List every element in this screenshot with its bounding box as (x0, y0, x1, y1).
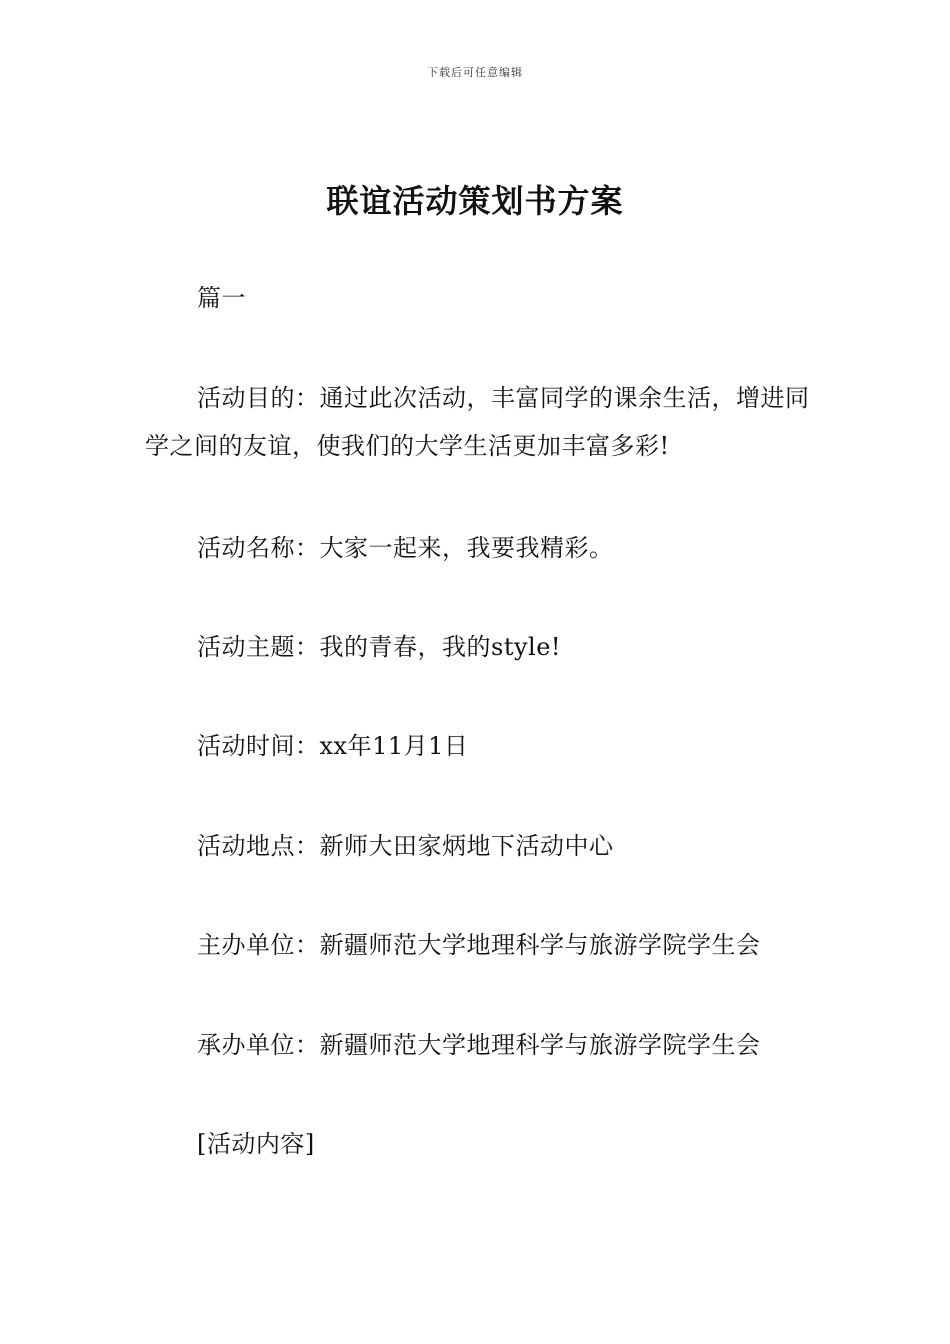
paragraph-section-label: 篇一 (197, 284, 246, 312)
paragraph-activity-name: 活动名称：大家一起来，我要我精彩。 (197, 534, 614, 562)
document-title: 联谊活动策划书方案 (326, 182, 624, 220)
paragraph-host: 承办单位：新疆师范大学地理科学与旅游学院学生会 (197, 1031, 761, 1059)
paragraph-organizer: 主办单位：新疆师范大学地理科学与旅游学院学生会 (197, 931, 761, 959)
paragraph-activity-content-heading: [活动内容] (197, 1130, 315, 1158)
paragraph-activity-time: 活动时间：xx年11月1日 (197, 732, 469, 760)
paragraph-activity-theme: 活动主题：我的青春，我的style! (197, 633, 562, 661)
paragraph-activity-location: 活动地点：新师大田家炳地下活动中心 (197, 832, 614, 860)
header-note: 下载后可任意编辑 (427, 66, 523, 79)
paragraph-activity-purpose: 活动目的：通过此次活动，丰富同学的课余生活，增进同学之间的友谊，使我们的大学生活更加丰富多彩! (145, 384, 810, 460)
